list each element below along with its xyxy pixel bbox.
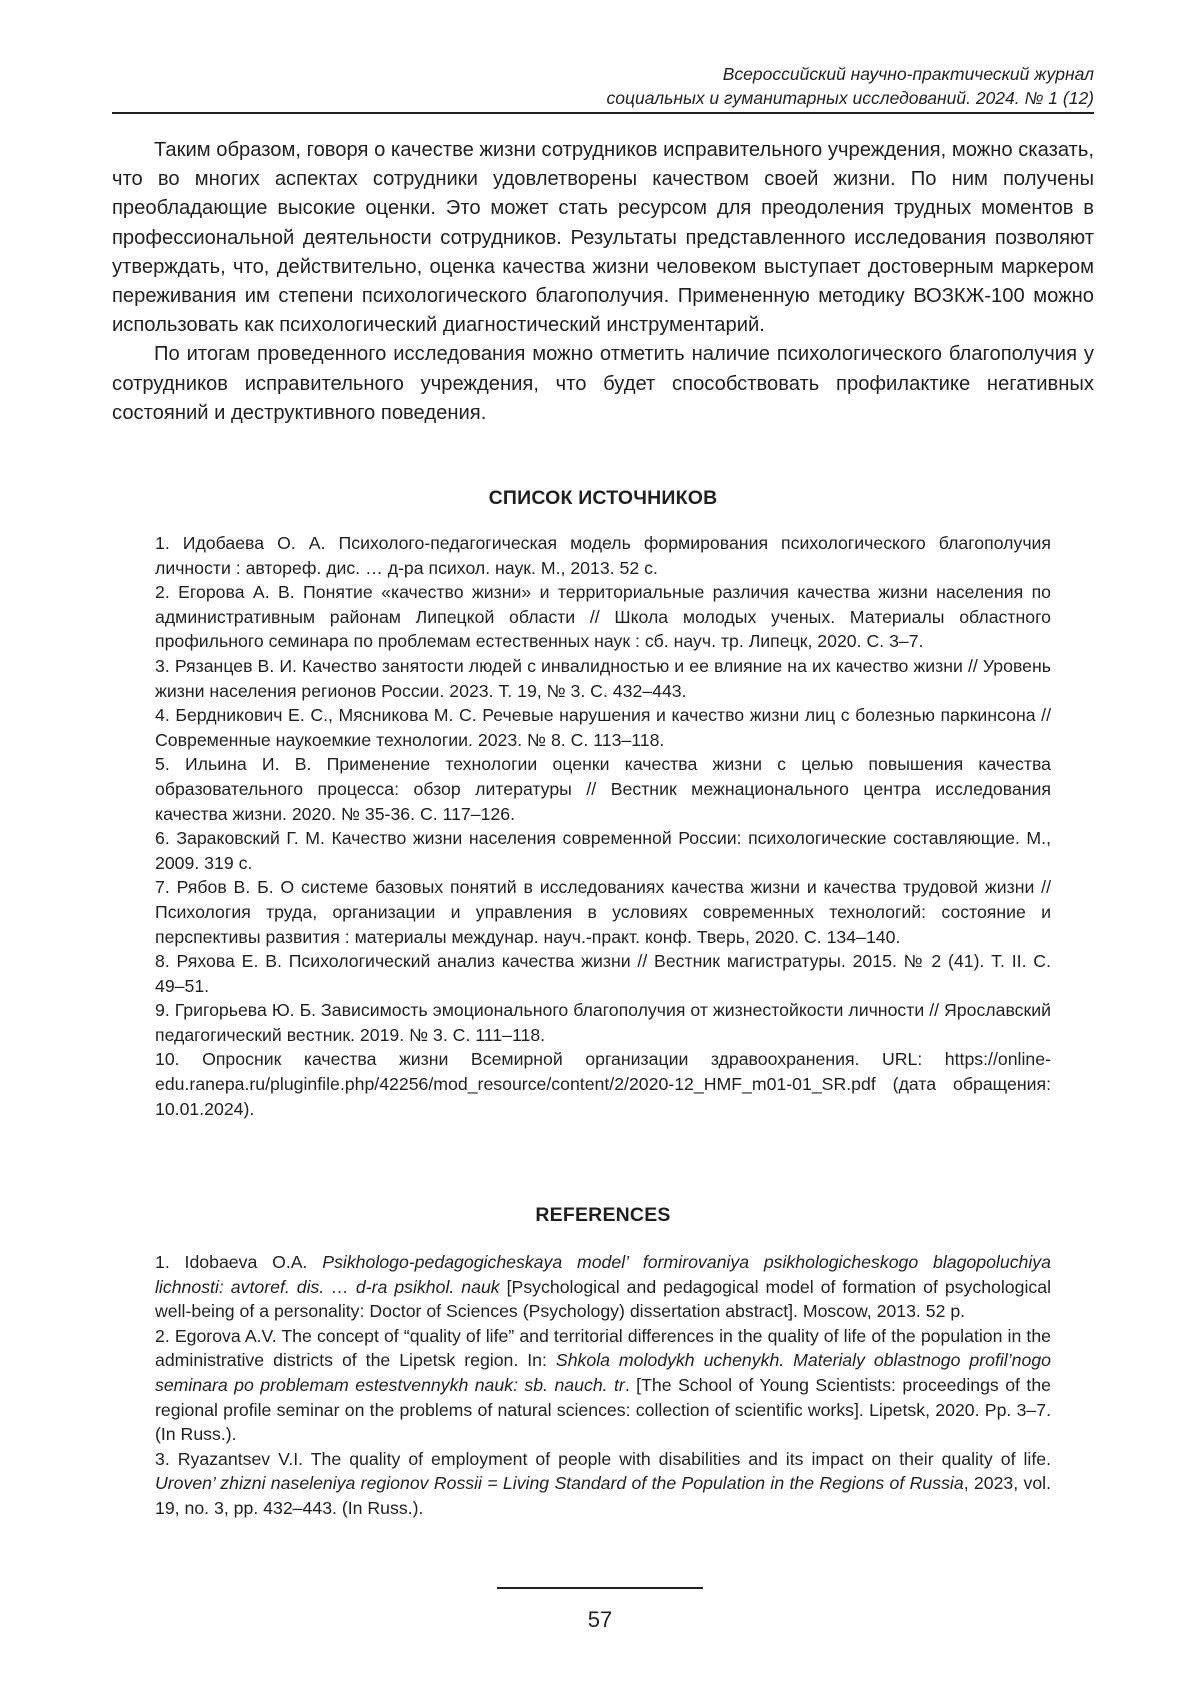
body-paragraph: Таким образом, говоря о качестве жизни сотрудников исправительного учреждения, можно сказать, что во многих аспектах сотрудники удовлетворены качеством своей жизни. По ним получены преобладающие высокие оценки. Это может стать ресурсом для преодоления трудных моментов в профессиональной деятельности сотрудников. Результаты представленного исследования позволяют утверждать, что, действительно, оценка качества жизни человеком выступает достоверным маркером переживания им степени психологического благополучия. Примененную методику ВОЗКЖ-100 можно использовать как психологический диагностический инструментарий.	[112, 139, 1094, 337]
source-item: 3. Рязанцев В. И. Качество занятости людей с инвалидностью и ее влияние на их качество жизни // Уровень жизни населения регионов России. 2023. Т. 19, № 3. С. 432–443.	[155, 655, 1051, 701]
reference-item: 3. Ryazantsev V.I. The quality of employment of people with disabilities and its impact on their quality of life. Uroven’ zhizni naseleniya regionov Rossii = Living Standard of the Population in the Regions of Russia, 2023, vol. 19, no. 3, pp. 432–443. (In Russ.).	[155, 1448, 1051, 1518]
journal-title-line-2: социальных и гуманитарных исследований. 2024. № 1 (12)	[606, 88, 1094, 108]
body-text	[112, 136, 1094, 428]
body-paragraph: По итогам проведенного исследования можно отметить наличие психологического благополучия у сотрудников исправительного учреждения, что будет способствовать профилактике негативных состояний и деструктивного поведения.	[112, 343, 1094, 424]
footer-rule	[497, 1587, 703, 1589]
source-item: 2. Егорова А. В. Понятие «качество жизни» и территориальные различия качества жизни населения по административным районам Липецкой области // Школа молодых ученых. Материалы областного профильного семинара по проблемам естественных наук : сб. науч. тр. Липецк, 2020. С. 3–7.	[155, 582, 1051, 652]
reference-title-italic: Shkola molodykh uchenykh. Materialy oblastnogo profil’nogo seminara po problemam estestvennykh nauk: sb. nauch. tr	[155, 1350, 1051, 1395]
journal-title-line-1: Всероссийский научно-практический журнал	[722, 64, 1094, 84]
source-item: 5. Ильина И. В. Применение технологии оценки качества жизни с целью повышения качества образовательного процесса: обзор литературы // Вестник межнационального центра исследования качества жизни. 2020. № 35-36. С. 117–126.	[155, 754, 1051, 824]
reference-item: 2. Egorova A.V. The concept of “quality of life” and territorial differences in the quality of life of the population in the administrative districts of the Lipetsk region. In: Shkola molodykh uchenykh. Materialy oblastnogo profil’nogo seminara po problemam estestvennykh nauk: sb. nauch. tr. [The School of Young Scientists: proceedings of the regional profile seminar on the problems of natural sciences: collection of scientific works]. Lipetsk, 2020. Pp. 3–7. (In Russ.).	[155, 1325, 1051, 1445]
reference-title-italic: Uroven’ zhizni naseleniya regionov Rossii = Living Standard of the Population in the Regions of Russia	[155, 1473, 964, 1494]
references-heading: REFERENCES	[535, 1204, 671, 1226]
source-item: 6. Зараковский Г. М. Качество жизни населения современной России: психологические составляющие. М., 2009. 319 с.	[155, 828, 1051, 873]
source-item: 8. Ряхова Е. В. Психологический анализ качества жизни // Вестник магистратуры. 2015. № 2 (41). Т. II. С. 49–51.	[155, 951, 1051, 996]
sources-heading: СПИСОК ИСТОЧНИКОВ	[488, 487, 718, 509]
source-item: 1. Идобаева О. А. Психолого-педагогическая модель формирования психологического благополучия личности : автореф. дис. … д-ра психол. наук. М., 2013. 52 с.	[155, 533, 1051, 578]
header-rule	[112, 112, 1094, 114]
sources-list	[155, 531, 1051, 1121]
source-item: 7. Рябов В. Б. О системе базовых понятий в исследованиях качества жизни и качества трудовой жизни // Психология труда, организации и управления в условиях современных технологий: состояние и перспективы развития : материалы междунар. науч.-практ. конф. Тверь, 2020. С. 134–140.	[155, 877, 1051, 947]
source-item: 9. Григорьева Ю. Б. Зависимость эмоционального благополучия от жизнестойкости личности // Ярославский педагогический вестник. 2019. № 3. С. 111–118.	[155, 1000, 1051, 1045]
source-item: 4. Бердникович Е. С., Мясникова М. С. Речевые нарушения и качество жизни лиц с болезнью паркинсона // Современные наукоемкие технологии. 2023. № 8. С. 113–118.	[155, 705, 1051, 750]
references-list	[155, 1250, 1051, 1521]
running-header	[112, 62, 1094, 110]
reference-item: 1. Idobaeva O.A. Psikhologo-pedagogicheskaya model’ formirovaniya psikhologicheskogo blagopoluchiya lichnosti: avtoref. dis. … d-ra psikhol. nauk [Psychological and pedagogical model of formation of psychological well-being of a personality: Doctor of Sciences (Psychology) dissertation abstract]. Moscow, 2013. 52 p.	[155, 1252, 1052, 1322]
source-item: 10. Опросник качества жизни Всемирной организации здравоохранения. URL: https://online-edu.ranepa.ru/pluginfile.php/42256/mod_resource/content/2/2020-12_HMF_m01-01_SR.pdf (дата обращения: 10.01.2024).	[155, 1049, 1051, 1119]
page-number: 57	[587, 1607, 613, 1632]
reference-title-italic: Psikhologo-pedagogicheskaya model’ formirovaniya psikhologicheskogo blagopoluchiya lichnosti: avtoref. dis. … d-ra psikhol. nauk	[155, 1252, 1051, 1297]
